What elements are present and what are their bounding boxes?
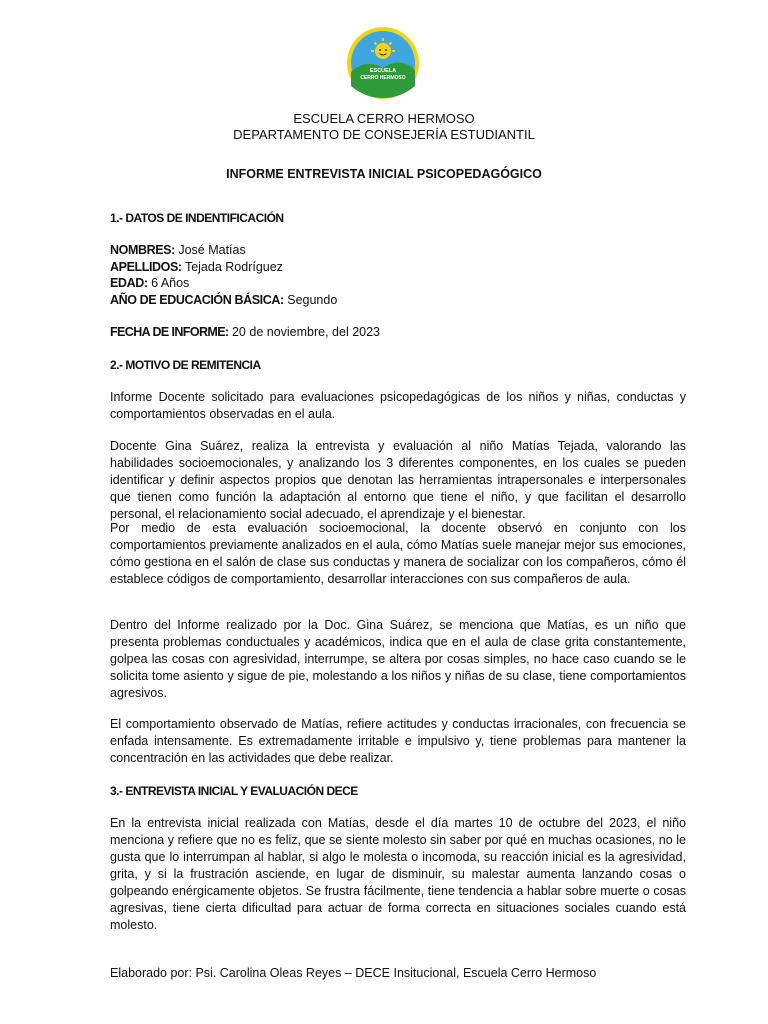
field-grade [110,292,337,309]
school-logo [346,26,420,100]
field-value: Tejada Rodríguez [184,259,283,274]
field-names [110,242,337,259]
paragraph: El comportamiento observado de Matías, refiere actitudes y conductas irracionales, con frecuencia se enfada intensamente. Es extremadamente irritable e impulsivo y, tiene problemas para mantener la concentración en las actividades que debe realizar. [110,717,686,765]
paragraph: Dentro del Informe realizado por la Doc. Gina Suárez, se menciona que Matías, es un niño que presenta problemas conductuales y académicos, indica que en el aula de clase grita constantemente, golpea las cosas con agresividad, interrumpe, se altera por cosas simples, no hace caso cuando se le solicita tome asiento y sigue de pie, molestando a los niños y niñas de su clase, tiene comportamientos agresivos. [110,618,686,700]
paragraph: Por medio de esta evaluación socioemocional, la docente observó en conjunto con los comportamientos previamente analizados en el aula, cómo Matías suele manejar mejor sus emociones, cómo gestiona en el salón de clase sus conductas y manera de socializar con los compañeros, cómo él establece códigos de comportamiento, desarrollar interacciones con sus compañeros de aula. [110,521,686,586]
field-surnames [110,259,337,276]
field-report-date [110,324,380,340]
document-title: INFORME ENTREVISTA INICIAL PSICOPEDAGÓGICO [226,167,542,181]
identification-fields [110,242,337,308]
svg-text:ESCUELA: ESCUELA [369,68,397,74]
field-label: EDAD: [110,276,148,290]
section-heading-referral: 2.- MOTIVO DE REMITENCIA [110,358,261,372]
field-label: APELLIDOS: [110,259,182,274]
field-label: NOMBRES: [110,243,175,257]
paragraph: Docente Gina Suárez, realiza la entrevista y evaluación al niño Matías Tejada, valorando las habilidades socioemocionales, y analizando los 3 diferentes componentes, en los cuales se pueden identificar y definir aspectos propios que denotan las herramientas intrapersonales e interpersonales que tienen como función la adaptación al entorno que tiene el niño, y que facilitan el desarrollo personal, el relacionamiento social adecuado, el aprendizaje y el bienestar. [110,439,686,521]
section-heading-identification: 1.- DATOS DE INDENTIFICACIÓN [110,211,284,225]
field-value: José Matías [178,243,246,257]
field-value: 6 Años [151,276,190,290]
paragraph: En la entrevista inicial realizada con Matías, desde el día martes 10 de octubre del 2023, el niño menciona y refiere que no es feliz, que se siente molesto sin saber por qué en muchas ocasiones, no le gusta que lo interrumpan al hablar, si algo le molesta o incomoda, su reacción inicial es la agresividad, grita, y si la frustración asciende, en lugar de disminuir, su malestar aumenta lanzando cosas o golpeando enérgicamente objetos. Se frustra fácilmente, tiene tendencia a hablar sobre muerte o cosas agresivas, tiene cierta dificultad para actuar de forma correcta en situaciones sociales cuando está molesto. [110,816,686,932]
paragraph: Informe Docente solicitado para evaluaciones psicopedagógicas de los niños y niñas, conductas y comportamientos observadas en el aula. [110,390,686,421]
field-value: 20 de noviembre, del 2023 [231,325,381,339]
field-age [110,275,337,292]
field-value: Segundo [287,292,338,307]
svg-text:CERRO HERMOSO: CERRO HERMOSO [360,75,406,81]
field-label: FECHA DE INFORME: [110,325,229,339]
field-label: AÑO DE EDUCACIÓN BÁSICA: [110,292,284,307]
section-heading-interview: 3.- ENTREVISTA INICIAL Y EVALUACIÓN DECE [110,784,358,798]
school-name: ESCUELA CERRO HERMOSO [293,111,475,126]
department-name: DEPARTAMENTO DE CONSEJERÍA ESTUDIANTIL [233,127,535,142]
footer-author: Elaborado por: Psi. Carolina Oleas Reyes – DECE Insitucional, Escuela Cerro Hermoso [110,966,597,980]
